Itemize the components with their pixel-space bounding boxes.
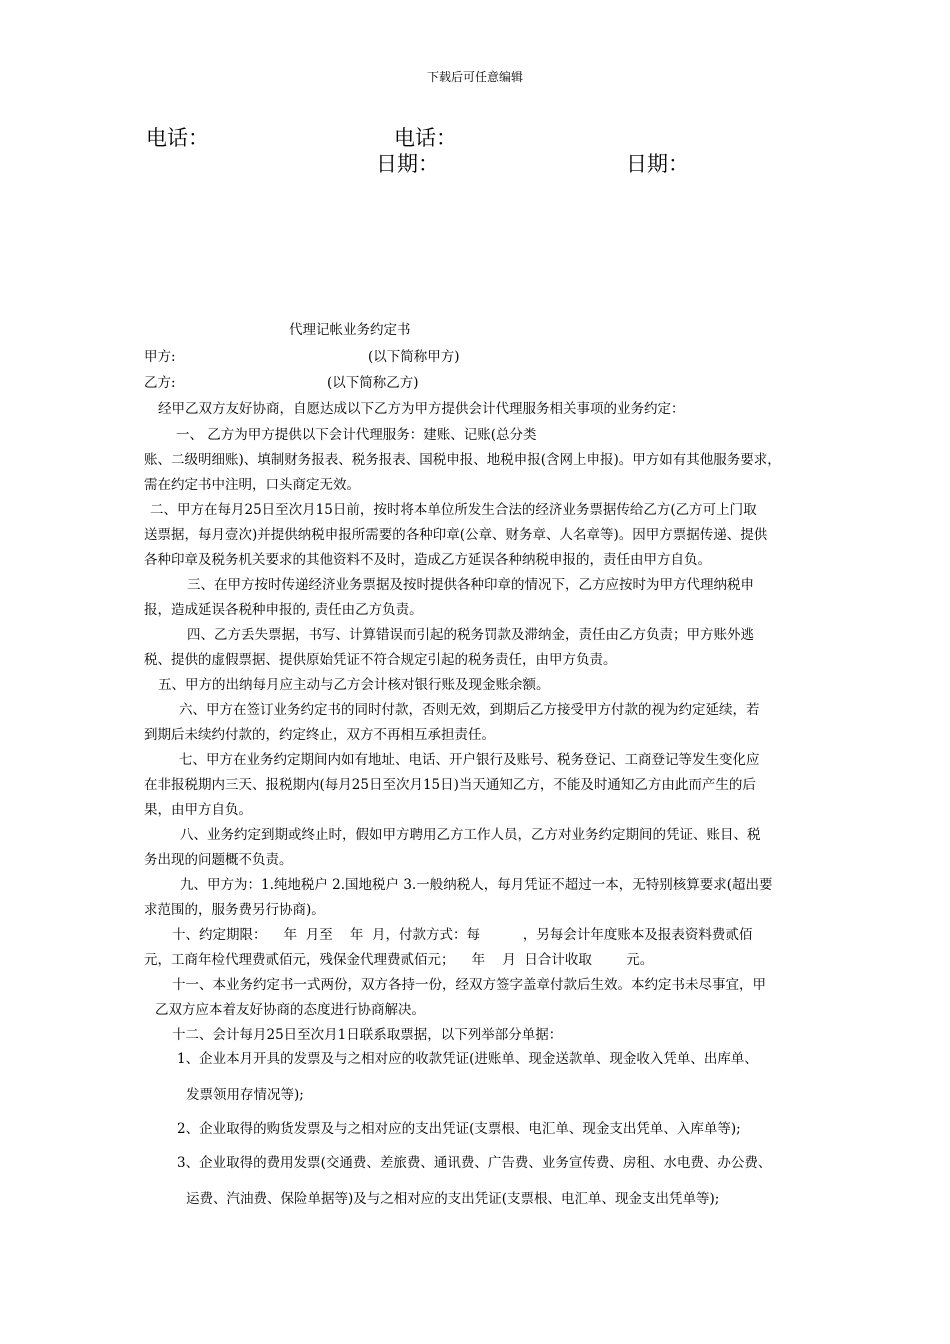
clause-5-line: 五、甲方的出纳每月应主动与乙方会计核对银行账及现金账余额。 bbox=[158, 677, 550, 693]
preamble-line: 经甲乙双方友好协商，自愿达成以下乙方为甲方提供会计代理服务相关事项的业务约定： bbox=[158, 401, 685, 417]
clause-3-line-1: 三、在甲方按时传递经济业务票据及按时提供各种印章的情况下，乙方应按时为甲方代理纳税申 bbox=[187, 577, 754, 593]
clause-10-line-1: 十、约定期限： 年 月至 年 月，付款方式：每 ，另每会计年度账本及报表资料费贰佰 bbox=[172, 927, 753, 943]
clause-7-line-3: 果，由甲方自负。 bbox=[144, 802, 252, 818]
page-header: 下载后可任意编辑 bbox=[426, 70, 523, 84]
clause-3-line-2: 报，造成延误各税种申报的, 责任由乙方负责。 bbox=[144, 602, 423, 618]
clause-9-line-1: 九、甲方为：1.纯地税户 2.国地税户 3.一般纳税人，每月凭证不超过一本，无特别核算要求(超出要 bbox=[180, 877, 773, 893]
clause-6-line-2: 到期后未续约付款的，约定终止，双方不再相互承担责任。 bbox=[144, 727, 495, 743]
list-item-3-line-2: 运费、汽油费、保险单据等)及与之相对应的支出凭证(支票根、电汇单、现金支出凭单等); bbox=[186, 1191, 720, 1207]
list-item-1-line-1: 1、企业本月开具的发票及与之相对应的收款凭证(进账单、现金送款单、现金收入凭单、出库单、 bbox=[177, 1051, 758, 1067]
date-label-a: 日期： bbox=[376, 152, 439, 176]
party-a-label: 甲方: bbox=[144, 349, 176, 365]
clause-7-line-1: 七、甲方在业务约定期间内如有地址、电话、开户银行及账号、税务登记、工商登记等发生变化应 bbox=[179, 752, 760, 768]
clause-11-line-2: 乙双方应本着友好协商的态度进行协商解决。 bbox=[155, 1002, 425, 1018]
party-a-note: (以下简称甲方) bbox=[368, 349, 460, 365]
date-label-b: 日期： bbox=[626, 152, 689, 176]
clause-8-line-2: 务出现的问题概不负责。 bbox=[144, 852, 293, 868]
clause-1-line-3: 需在约定书中注明，口头商定无效。 bbox=[144, 477, 360, 493]
party-b-label: 乙方: bbox=[144, 375, 176, 391]
clause-2-line-1: 二、甲方在每月25日至次月15日前，按时将本单位所发生合法的经济业务票据传给乙方(乙方可上门取 bbox=[150, 502, 757, 518]
list-item-2-line: 2、企业取得的购货发票及与之相对应的支出凭证(支票根、电汇单、现金支出凭单、入库单等); bbox=[177, 1121, 741, 1137]
clause-7-line-2: 在非报税期内三天、报税期内(每月25日至次月15日)当天通知乙方，不能及时通知乙方由此而产生的后 bbox=[144, 777, 756, 793]
document-title: 代理记帐业务约定书 bbox=[289, 322, 411, 338]
party-b-note: (以下简称乙方) bbox=[327, 375, 419, 391]
phone-label-a: 电话： bbox=[146, 126, 209, 150]
phone-label-b: 电话： bbox=[394, 126, 457, 150]
clause-8-line-1: 八、业务约定到期或终止时，假如甲方聘用乙方工作人员，乙方对业务约定期间的凭证、账目、税 bbox=[180, 827, 761, 843]
clause-9-line-2: 求范围的，服务费另行协商)。 bbox=[144, 902, 325, 918]
clause-2-line-2: 送票据，每月壹次)并提供纳税申报所需要的各种印章(公章、财务章、人名章等)。因甲方票据传递、提供 bbox=[144, 527, 768, 543]
clause-10-line-2: 元，工商年检代理费贰佰元，残保金代理费贰佰元； 年 月 日合计收取 元。 bbox=[144, 952, 654, 968]
clause-12-line: 十二、会计每月25日至次月1日联系取票据，以下列举部分单据： bbox=[172, 1027, 563, 1043]
clause-2-line-3: 各种印章及税务机关要求的其他资料不及时，造成乙方延误各种纳税申报的，责任由甲方自负。 bbox=[144, 552, 711, 568]
clause-1-line-2: 账、二级明细账)、填制财务报表、税务报表、国税申报、地税申报(含网上申报)。甲方如有其他服务要求， bbox=[144, 452, 781, 468]
list-item-1-line-2: 发票领用存情况等); bbox=[186, 1087, 304, 1103]
clause-6-line-1: 六、甲方在签订业务约定书的同时付款，否则无效，到期后乙方接受甲方付款的视为约定延续，若 bbox=[179, 702, 760, 718]
clause-4-line-2: 税、提供的虚假票据、提供原始凭证不符合规定引起的税务责任，由甲方负责。 bbox=[144, 652, 617, 668]
list-item-3-line-1: 3、企业取得的费用发票(交通费、差旅费、通讯费、广告费、业务宣传费、房租、水电费、办公费、 bbox=[177, 1155, 772, 1171]
clause-4-line-1: 四、乙方丢失票据，书写、计算错误而引起的税务罚款及滞纳金，责任由乙方负责；甲方账外逃 bbox=[187, 627, 754, 643]
clause-1-line-1: 一、 乙方为甲方提供以下会计代理服务：建账、记账(总分类 bbox=[176, 427, 537, 443]
clause-11-line-1: 十一、本业务约定书一式两份，双方各持一份，经双方签字盖章付款后生效。本约定书未尽事宜，甲 bbox=[172, 977, 766, 993]
